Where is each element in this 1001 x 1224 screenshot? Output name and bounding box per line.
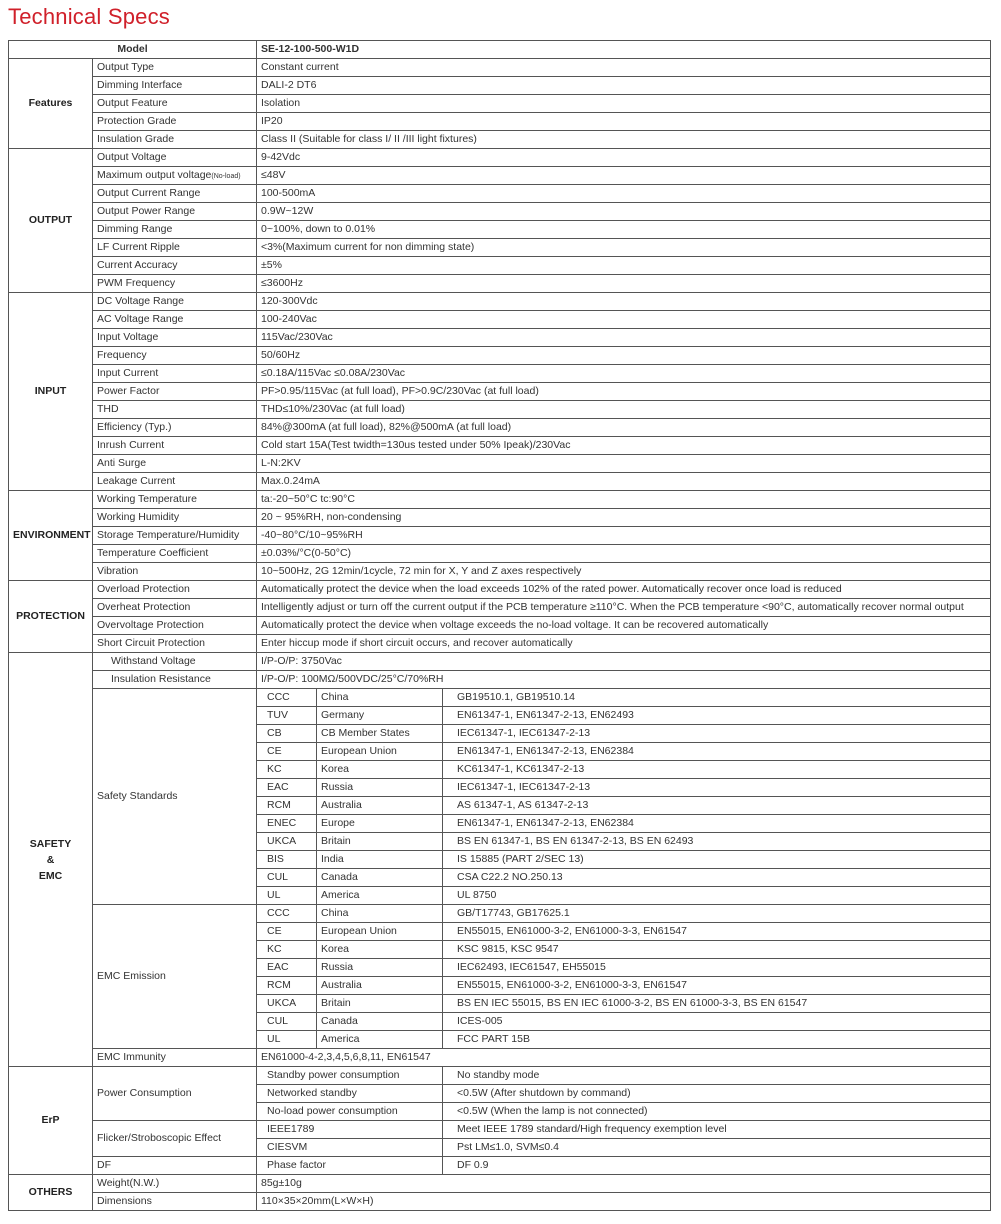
std-code: CCC: [257, 689, 317, 707]
std-region: China: [317, 905, 443, 923]
table-row: [9, 473, 991, 491]
spec-name: Weight(N.W.): [93, 1175, 257, 1193]
spec-value: L-N:2KV: [257, 455, 991, 473]
std-region: China: [317, 689, 443, 707]
std-value: AS 61347-1, AS 61347-2-13: [443, 797, 991, 815]
std-region: Britain: [317, 833, 443, 851]
spec-name: Frequency: [93, 347, 257, 365]
std-region: Russia: [317, 959, 443, 977]
spec-value: Isolation: [257, 95, 991, 113]
std-value: EN55015, EN61000-3-2, EN61000-3-3, EN61547: [443, 923, 991, 941]
spec-name: Power Factor: [93, 383, 257, 401]
std-value: GB19510.1, GB19510.14: [443, 689, 991, 707]
spec-name: Working Humidity: [93, 509, 257, 527]
std-code: CUL: [257, 1013, 317, 1031]
df-label: DF: [93, 1157, 257, 1175]
std-region: European Union: [317, 743, 443, 761]
table-row: [9, 671, 991, 689]
spec-name: Output Type: [93, 59, 257, 77]
std-value: CSA C22.2 NO.250.13: [443, 869, 991, 887]
spec-name: Overload Protection: [93, 581, 257, 599]
erp-sub-value: <0.5W (When the lamp is not connected): [443, 1103, 991, 1121]
std-region: Britain: [317, 995, 443, 1013]
table-row: [9, 653, 991, 671]
std-region: America: [317, 1031, 443, 1049]
spec-name: Input Voltage: [93, 329, 257, 347]
std-code: UKCA: [257, 995, 317, 1013]
spec-value: IP20: [257, 113, 991, 131]
std-value: IEC61347-1, IEC61347-2-13: [443, 725, 991, 743]
spec-name: Temperature Coefficient: [93, 545, 257, 563]
std-value: KSC 9815, KSC 9547: [443, 941, 991, 959]
spec-value: 110×35×20mm(L×W×H): [257, 1193, 991, 1211]
spec-name: Vibration: [93, 563, 257, 581]
std-code: CCC: [257, 905, 317, 923]
spec-name: Withstand Voltage: [93, 653, 257, 671]
table-row: [9, 185, 991, 203]
table-row: [9, 257, 991, 275]
page-title: Technical Specs: [8, 4, 170, 29]
spec-name: PWM Frequency: [93, 275, 257, 293]
table-row: [9, 203, 991, 221]
spec-value: ±0.03%/°C(0-50°C): [257, 545, 991, 563]
std-value: IEC62493, IEC61547, EH55015: [443, 959, 991, 977]
spec-value: Class II (Suitable for class I/ II /III light fixtures): [257, 131, 991, 149]
table-row: [9, 347, 991, 365]
std-region: European Union: [317, 923, 443, 941]
table-row: [9, 275, 991, 293]
spec-value: PF>0.95/115Vac (at full load), PF>0.9C/230Vac (at full load): [257, 383, 991, 401]
std-code: CE: [257, 743, 317, 761]
std-code: CUL: [257, 869, 317, 887]
spec-name: Insulation Grade: [93, 131, 257, 149]
safety-standards-label: Safety Standards: [93, 689, 257, 905]
spec-name: Leakage Current: [93, 473, 257, 491]
table-row: [9, 635, 991, 653]
std-value: EN61347-1, EN61347-2-13, EN62384: [443, 815, 991, 833]
spec-name: Input Current: [93, 365, 257, 383]
std-value: KC61347-1, KC61347-2-13: [443, 761, 991, 779]
std-value: GB/T17743, GB17625.1: [443, 905, 991, 923]
table-row: [9, 1157, 991, 1175]
spec-name: Dimming Interface: [93, 77, 257, 95]
table-row: [9, 365, 991, 383]
erp-sub-value: Meet IEEE 1789 standard/High frequency exemption level: [443, 1121, 991, 1139]
std-value: IS 15885 (PART 2/SEC 13): [443, 851, 991, 869]
spec-value: 50/60Hz: [257, 347, 991, 365]
spec-name: Dimensions: [93, 1193, 257, 1211]
erp-sub-name: CIESVM: [257, 1139, 443, 1157]
std-region: Germany: [317, 707, 443, 725]
spec-table: [8, 40, 991, 1211]
spec-value: ta:-20~50°C tc:90°C: [257, 491, 991, 509]
spec-name: Insulation Resistance: [93, 671, 257, 689]
table-row: [9, 599, 991, 617]
section-safety-emc: [9, 653, 93, 1067]
spec-value: 85g±10g: [257, 1175, 991, 1193]
spec-value: 100-240Vac: [257, 311, 991, 329]
spec-value: 115Vac/230Vac: [257, 329, 991, 347]
section-environment: ENVIRONMENT: [9, 491, 93, 581]
std-code: UL: [257, 1031, 317, 1049]
table-row: [9, 455, 991, 473]
spec-value: ≤0.18A/115Vac ≤0.08A/230Vac: [257, 365, 991, 383]
std-region: Australia: [317, 977, 443, 995]
table-row: [9, 617, 991, 635]
table-row: [9, 509, 991, 527]
std-value: BS EN IEC 55015, BS EN IEC 61000-3-2, BS EN 61000-3-3, BS EN 61547: [443, 995, 991, 1013]
spec-value: I/P-O/P: 3750Vac: [257, 653, 991, 671]
table-row: [9, 311, 991, 329]
table-row: [9, 905, 991, 923]
std-region: Australia: [317, 797, 443, 815]
spec-value: Automatically protect the device when voltage exceeds the no-load voltage. It can be recovered automatically: [257, 617, 991, 635]
safety-label-line: EMC: [38, 869, 63, 882]
spec-value: -40~80°C/10~95%RH: [257, 527, 991, 545]
std-code: CE: [257, 923, 317, 941]
std-code: BIS: [257, 851, 317, 869]
std-code: KC: [257, 761, 317, 779]
std-value: EN55015, EN61000-3-2, EN61000-3-3, EN61547: [443, 977, 991, 995]
std-value: FCC PART 15B: [443, 1031, 991, 1049]
spec-value: EN61000-4-2,3,4,5,6,8,11, EN61547: [257, 1049, 991, 1067]
spec-name: Overvoltage Protection: [93, 617, 257, 635]
std-value: EN61347-1, EN61347-2-13, EN62493: [443, 707, 991, 725]
table-row: [9, 689, 991, 707]
table-row: [9, 167, 991, 185]
spec-name: Storage Temperature/Humidity: [93, 527, 257, 545]
std-region: Canada: [317, 869, 443, 887]
spec-name: Protection Grade: [93, 113, 257, 131]
std-code: EAC: [257, 779, 317, 797]
spec-name: Short Circuit Protection: [93, 635, 257, 653]
table-row: [9, 527, 991, 545]
spec-value: 20 ~ 95%RH, non-condensing: [257, 509, 991, 527]
erp-sub-name: No-load power consumption: [257, 1103, 443, 1121]
spec-name: Overheat Protection: [93, 599, 257, 617]
std-region: Korea: [317, 761, 443, 779]
table-row: [9, 1067, 991, 1085]
erp-sub-value: <0.5W (After shutdown by command): [443, 1085, 991, 1103]
spec-name: Output Voltage: [93, 149, 257, 167]
erp-sub-value: Pst LM≤1.0, SVM≤0.4: [443, 1139, 991, 1157]
df-value: DF 0.9: [443, 1157, 991, 1175]
table-row: [9, 77, 991, 95]
table-row: [9, 221, 991, 239]
table-row: [9, 131, 991, 149]
safety-label-line: SAFETY: [29, 837, 72, 850]
std-code: RCM: [257, 977, 317, 995]
erp-sub-name: Standby power consumption: [257, 1067, 443, 1085]
std-code: RCM: [257, 797, 317, 815]
spec-name: LF Current Ripple: [93, 239, 257, 257]
df-sub: Phase factor: [257, 1157, 443, 1175]
table-row: [9, 1175, 991, 1193]
spec-value: 100-500mA: [257, 185, 991, 203]
model-row: [9, 41, 991, 59]
spec-name: Dimming Range: [93, 221, 257, 239]
erp-sub-name: Networked standby: [257, 1085, 443, 1103]
section-erp: ErP: [9, 1067, 93, 1175]
section-input: INPUT: [9, 293, 93, 491]
std-region: Europe: [317, 815, 443, 833]
model-label: Model: [9, 41, 257, 59]
std-region: Russia: [317, 779, 443, 797]
spec-value: ≤3600Hz: [257, 275, 991, 293]
noload-suffix: (No-load): [211, 172, 241, 180]
spec-name: Output Feature: [93, 95, 257, 113]
std-code: KC: [257, 941, 317, 959]
spec-value: Max.0.24mA: [257, 473, 991, 491]
table-row: [9, 59, 991, 77]
spec-name: AC Voltage Range: [93, 311, 257, 329]
std-value: BS EN 61347-1, BS EN 61347-2-13, BS EN 62493: [443, 833, 991, 851]
spec-name-text: Maximum output voltage: [97, 168, 212, 181]
std-value: IEC61347-1, IEC61347-2-13: [443, 779, 991, 797]
table-row: [9, 563, 991, 581]
table-row: [9, 1049, 991, 1067]
flicker-label: Flicker/Stroboscopic Effect: [93, 1121, 257, 1157]
power-consumption-label: Power Consumption: [93, 1067, 257, 1121]
spec-name: [93, 167, 257, 185]
table-row: [9, 401, 991, 419]
spec-value: Constant current: [257, 59, 991, 77]
std-value: EN61347-1, EN61347-2-13, EN62384: [443, 743, 991, 761]
std-value: ICES-005: [443, 1013, 991, 1031]
spec-value: Cold start 15A(Test twidth=130us tested under 50% Ipeak)/230Vac: [257, 437, 991, 455]
table-row: [9, 545, 991, 563]
std-code: UKCA: [257, 833, 317, 851]
spec-value: ≤48V: [257, 167, 991, 185]
table-row: [9, 149, 991, 167]
table-row: [9, 113, 991, 131]
std-code: EAC: [257, 959, 317, 977]
spec-name: Efficiency (Typ.): [93, 419, 257, 437]
section-others: OTHERS: [9, 1175, 93, 1211]
spec-value: THD≤10%/230Vac (at full load): [257, 401, 991, 419]
std-value: UL 8750: [443, 887, 991, 905]
spec-value: 0~100%, down to 0.01%: [257, 221, 991, 239]
std-region: Canada: [317, 1013, 443, 1031]
model-value: SE-12-100-500-W1D: [257, 41, 991, 59]
spec-value: Automatically protect the device when the load exceeds 102% of the rated power. Automatically recover once load is reduced: [257, 581, 991, 599]
std-region: CB Member States: [317, 725, 443, 743]
table-row: [9, 1193, 991, 1211]
table-row: [9, 437, 991, 455]
spec-name: Output Current Range: [93, 185, 257, 203]
emc-emission-label: EMC Emission: [93, 905, 257, 1049]
std-code: CB: [257, 725, 317, 743]
spec-value: 10~500Hz, 2G 12min/1cycle, 72 min for X, Y and Z axes respectively: [257, 563, 991, 581]
std-region: India: [317, 851, 443, 869]
spec-name: Output Power Range: [93, 203, 257, 221]
table-row: [9, 95, 991, 113]
std-region: America: [317, 887, 443, 905]
erp-sub-name: IEEE1789: [257, 1121, 443, 1139]
section-output: OUTPUT: [9, 149, 93, 293]
spec-value: I/P-O/P: 100MΩ/500VDC/25°C/70%RH: [257, 671, 991, 689]
spec-value: ±5%: [257, 257, 991, 275]
spec-name: DC Voltage Range: [93, 293, 257, 311]
spec-value: DALI-2 DT6: [257, 77, 991, 95]
safety-label-line: &: [46, 853, 55, 866]
table-row: [9, 239, 991, 257]
spec-value: 84%@300mA (at full load), 82%@500mA (at full load): [257, 419, 991, 437]
section-protection: PROTECTION: [9, 581, 93, 653]
table-row: [9, 491, 991, 509]
spec-value: 120-300Vdc: [257, 293, 991, 311]
table-row: [9, 383, 991, 401]
spec-value: <3%(Maximum current for non dimming state): [257, 239, 991, 257]
std-code: UL: [257, 887, 317, 905]
spec-name: EMC Immunity: [93, 1049, 257, 1067]
spec-name: THD: [93, 401, 257, 419]
table-row: [9, 329, 991, 347]
std-region: Korea: [317, 941, 443, 959]
spec-name: Anti Surge: [93, 455, 257, 473]
table-row: [9, 293, 991, 311]
erp-sub-value: No standby mode: [443, 1067, 991, 1085]
spec-value: 0.9W~12W: [257, 203, 991, 221]
spec-value: Intelligently adjust or turn off the current output if the PCB temperature ≥110°C. When the PCB temperature <90°C, automatically recover normal output: [257, 599, 991, 617]
table-row: [9, 1121, 991, 1139]
std-code: TUV: [257, 707, 317, 725]
spec-value: Enter hiccup mode if short circuit occurs, and recover automatically: [257, 635, 991, 653]
spec-value: 9-42Vdc: [257, 149, 991, 167]
spec-name: Inrush Current: [93, 437, 257, 455]
table-row: [9, 419, 991, 437]
spec-name: Working Temperature: [93, 491, 257, 509]
table-row: [9, 581, 991, 599]
std-code: ENEC: [257, 815, 317, 833]
section-features: Features: [9, 59, 93, 149]
spec-name: Current Accuracy: [93, 257, 257, 275]
